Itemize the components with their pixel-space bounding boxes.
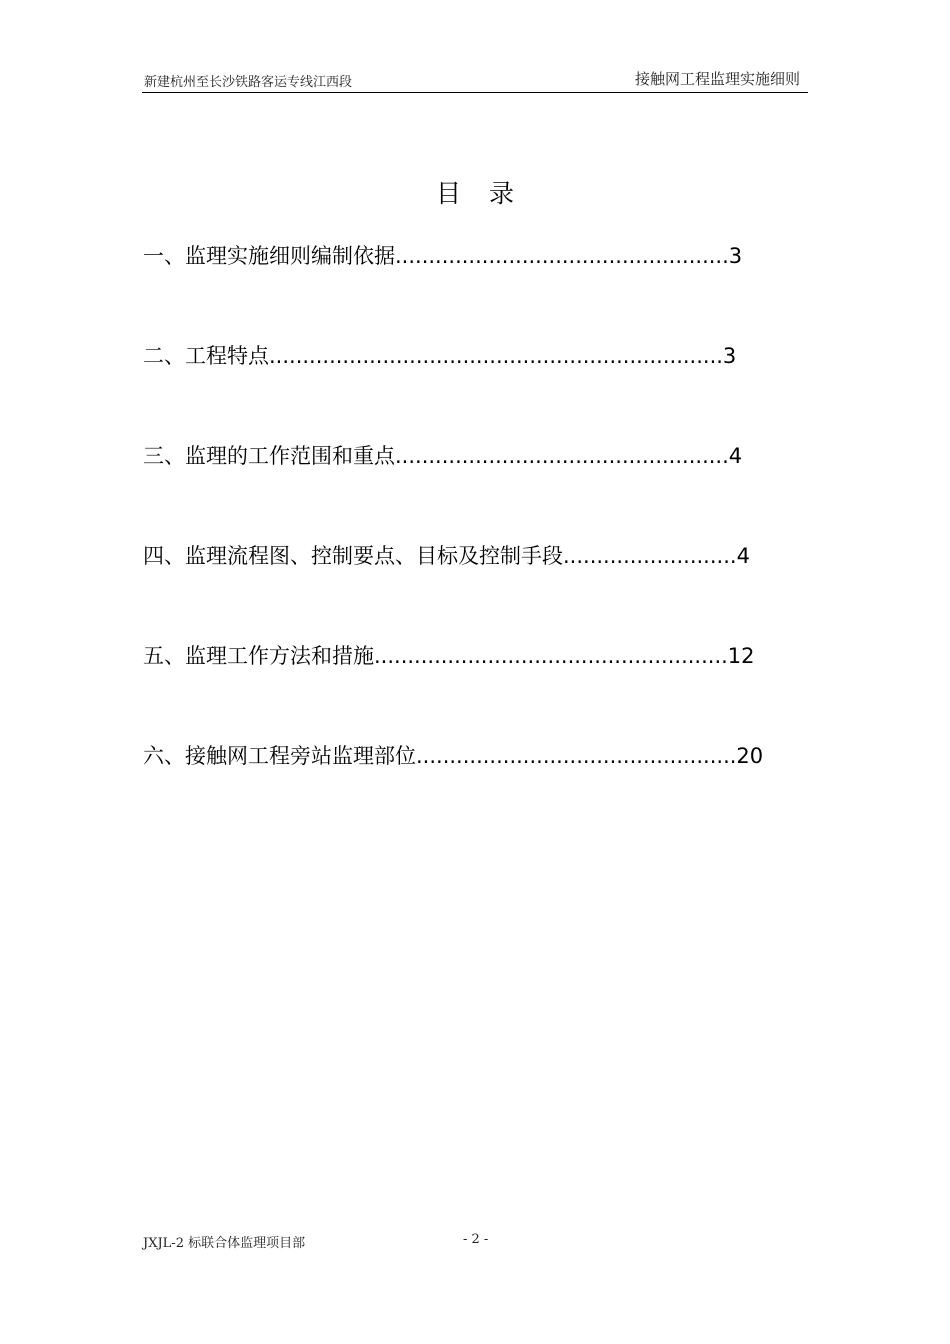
header-project-name: 新建杭州至长沙铁路客运专线江西段: [144, 75, 353, 90]
toc-entry-page: 4: [728, 444, 743, 468]
toc-entry-leader: ..................................................: [395, 244, 729, 268]
toc-title: 目录: [435, 179, 542, 208]
toc-entry-leader: ..........................: [563, 544, 737, 568]
toc-entry-page: 20: [736, 744, 764, 768]
toc-entry-page: 3: [722, 344, 737, 368]
toc-entry-label: 六、接触网工程旁站监理部位: [143, 744, 416, 768]
toc-entry-page: 12: [727, 644, 755, 668]
toc-entry-page: 3: [728, 244, 743, 268]
page-header: [142, 66, 808, 93]
toc-entry-label: 三、监理的工作范围和重点: [143, 444, 395, 468]
toc-entry[interactable]: [143, 740, 763, 772]
toc-entry[interactable]: [143, 240, 742, 272]
toc-entry-leader: ..................................................: [395, 444, 729, 468]
footer-organization: JXJL-2 标联合体监理项目部: [143, 1236, 306, 1251]
toc-entry[interactable]: [143, 340, 736, 372]
toc-entry[interactable]: [143, 440, 742, 472]
toc-entry[interactable]: [143, 640, 755, 672]
footer-page-number: - 2 -: [463, 1232, 489, 1247]
toc-entry-leader: ....................................................................: [269, 344, 723, 368]
toc-entry-label: 四、监理流程图、控制要点、目标及控制手段: [143, 544, 563, 568]
toc-entry-label: 一、监理实施细则编制依据: [143, 244, 395, 268]
toc-entry-leader: ................................................: [416, 744, 737, 768]
header-document-title: 接触网工程监理实施细则: [634, 70, 800, 88]
toc-entry-page: 4: [736, 544, 750, 568]
toc-entry-label: 二、工程特点: [143, 344, 269, 368]
toc-entry[interactable]: [143, 540, 750, 572]
toc-entry-leader: .....................................................: [374, 644, 728, 668]
toc-entry-label: 五、监理工作方法和措施: [143, 644, 374, 668]
